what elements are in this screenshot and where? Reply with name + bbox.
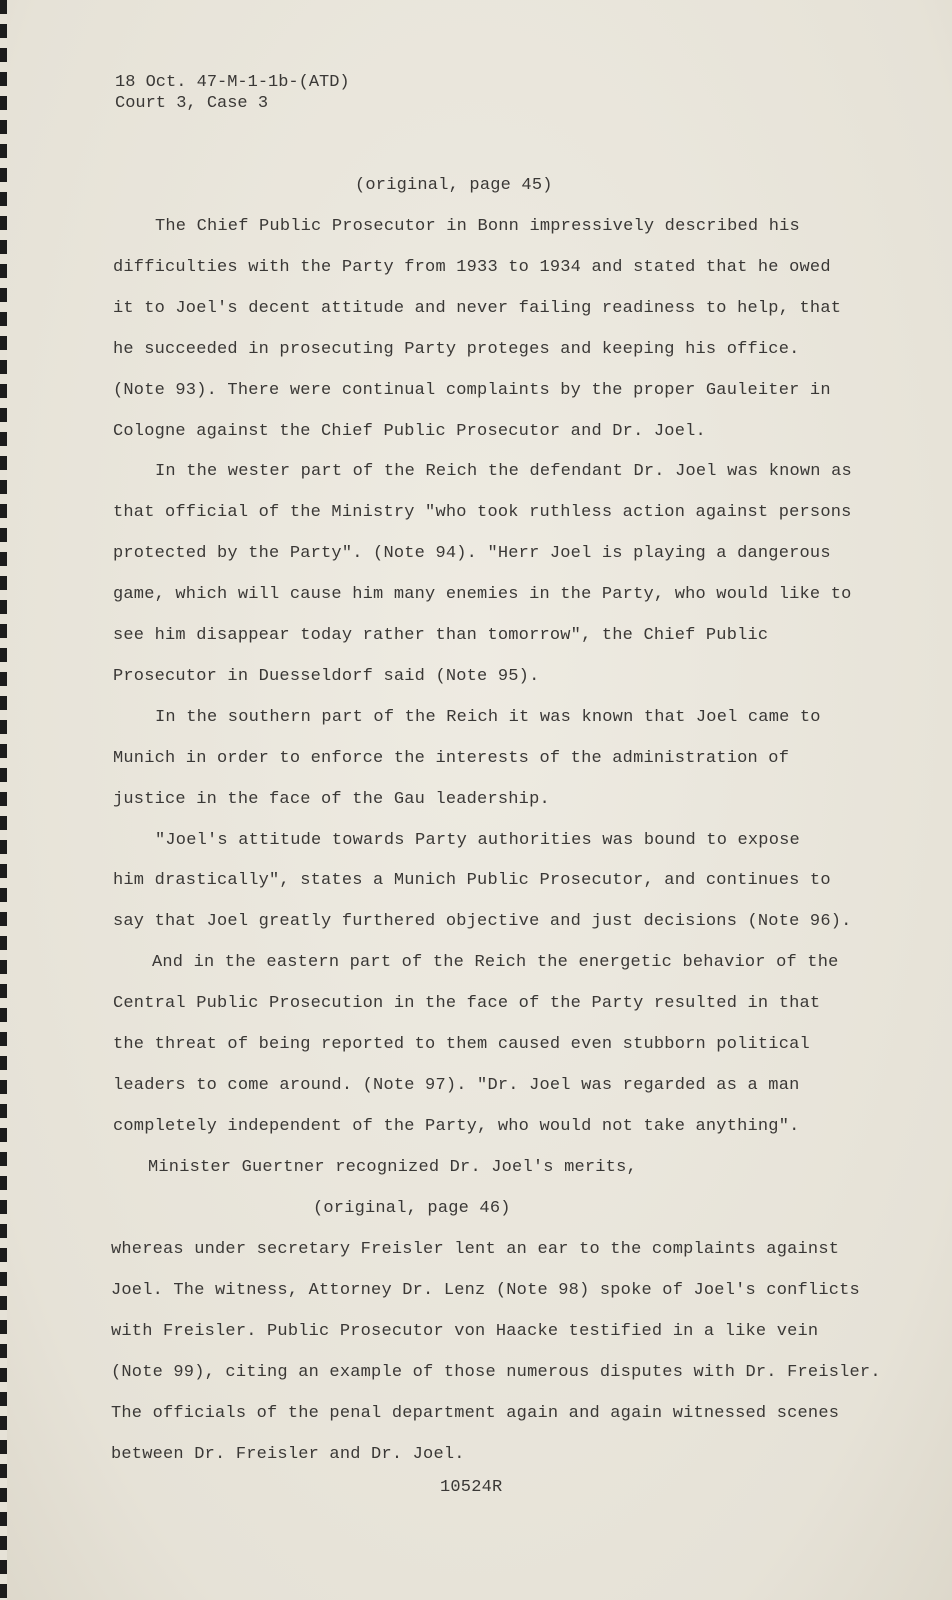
text-line: (Note 99), citing an example of those numerous disputes with Dr. Freisler. (111, 1362, 881, 1382)
text-line: difficulties with the Party from 1933 to 1934 and stated that he owed (113, 257, 831, 277)
header-reference: 18 Oct. 47-M-1-1b-(ATD) (115, 73, 350, 92)
text-line: the threat of being reported to them caused even stubborn political (113, 1035, 810, 1054)
binding-edge (0, 0, 7, 1600)
text-line: leaders to come around. (Note 97). "Dr. Joel was regarded as a man (113, 1075, 800, 1095)
text-line: game, which will cause him many enemies in the Party, who would like to (113, 585, 852, 605)
text-line: with Freisler. Public Prosecutor von Haacke testified in a like vein (111, 1321, 819, 1341)
text-line: Munich in order to enforce the interests of the administration of (113, 748, 790, 768)
text-line: say that Joel greatly furthered objective and just decisions (Note 96). (113, 912, 852, 932)
text-line: In the wester part of the Reich the defendant Dr. Joel was known as (155, 462, 852, 482)
text-line: he succeeded in prosecuting Party proteges and keeping his office. (113, 339, 800, 359)
text-line: The Chief Public Prosecutor in Bonn impressively described his (155, 217, 800, 236)
text-line: protected by the Party". (Note 94). "Herr Joel is playing a dangerous (113, 544, 831, 564)
page-marker: (original, page 45) (355, 176, 553, 195)
text-line: The officials of the penal department again and again witnessed scenes (111, 1403, 840, 1423)
text-line: Central Public Prosecution in the face of the Party resulted in that (113, 994, 821, 1014)
text-line: see him disappear today rather than tomorrow", the Chief Public (113, 626, 769, 645)
text-line: it to Joel's decent attitude and never failing readiness to help, that (113, 298, 842, 318)
page-marker: (original, page 46) (313, 1199, 511, 1218)
header-court-case: Court 3, Case 3 (115, 94, 269, 113)
text-line: between Dr. Freisler and Dr. Joel. (111, 1444, 465, 1464)
text-line: Joel. The witness, Attorney Dr. Lenz (Note 98) spoke of Joel's conflicts (111, 1280, 860, 1300)
text-line: him drastically", states a Munich Public Prosecutor, and continues to (113, 871, 831, 891)
text-line: Prosecutor in Duesseldorf said (Note 95). (113, 666, 540, 686)
text-line: "Joel's attitude towards Party authorities was bound to expose (155, 830, 800, 850)
text-line: whereas under secretary Freisler lent an ear to the complaints against (111, 1240, 840, 1259)
text-line: that official of the Ministry "who took ruthless action against persons (113, 503, 852, 523)
text-line: And in the eastern part of the Reich the energetic behavior of the (152, 953, 839, 973)
text-line: In the southern part of the Reich it was known that Joel came to (155, 707, 821, 727)
text-line: Minister Guertner recognized Dr. Joel's merits, (148, 1157, 637, 1177)
text-line: completely independent of the Party, who would not take anything". (113, 1116, 800, 1136)
text-line: (Note 93). There were continual complaints by the proper Gauleiter in (113, 380, 831, 400)
text-line: justice in the face of the Gau leadership. (113, 789, 550, 809)
text-line: Cologne against the Chief Public Prosecutor and Dr. Joel. (113, 421, 706, 441)
page-footer-number: 10524R (440, 1478, 503, 1497)
